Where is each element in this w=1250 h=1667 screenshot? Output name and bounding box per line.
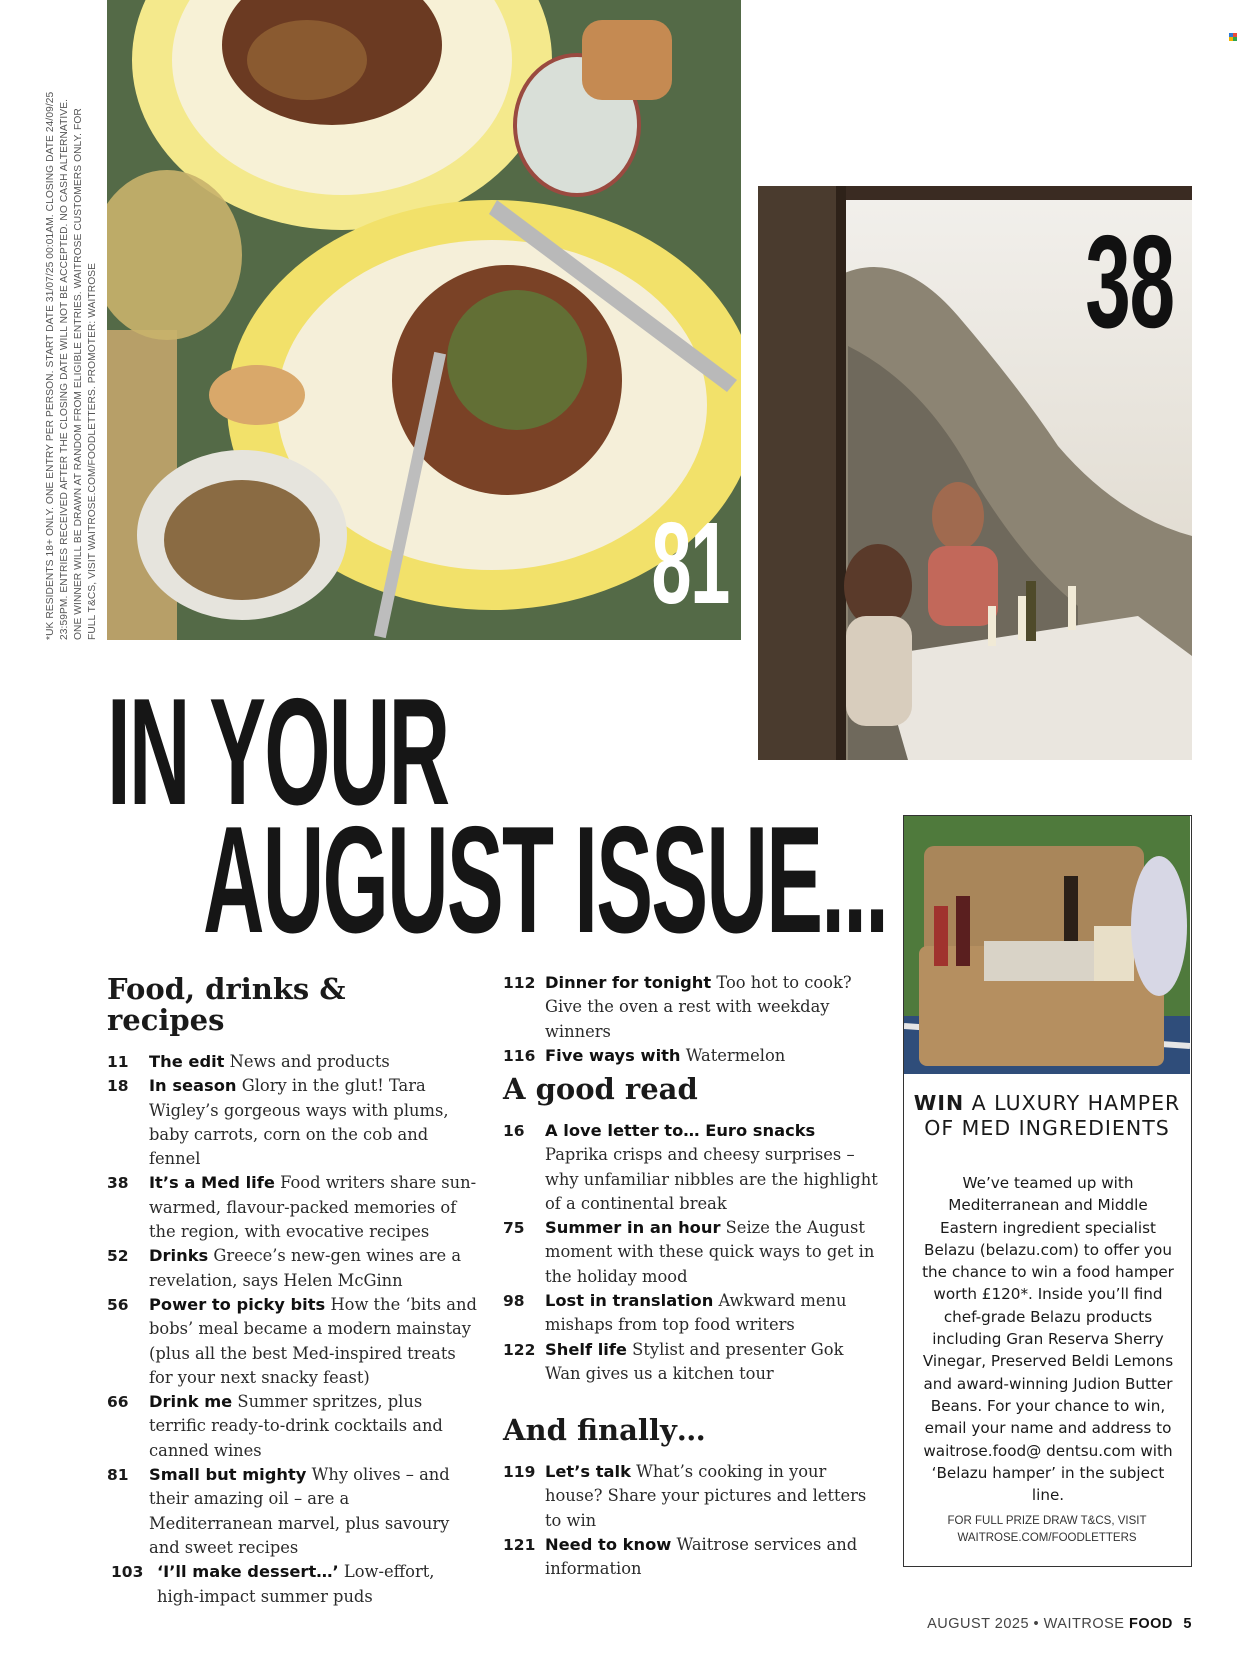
food-list — [107, 1050, 477, 1609]
entry-description: Awkward menu mishaps from top food writers — [545, 1291, 847, 1335]
competition-body: We’ve teamed up with Mediterranean and Middle Eastern ingredient specialist Belazu (belazu.com) to offer you the chance to win a food hamper worth £120*. Inside you’ll find chef-grade Belazu products including Gran Reserva Sherry Vinegar, Preserved Beldi Lemons and award-winning Judion Butter Beans. For your chance to win, email your name and address to waitrose.food@ dentsu.com with ‘Belazu hamper’ in the subject line. — [922, 1174, 1174, 1505]
entry-title: Summer in an hour — [545, 1218, 721, 1238]
entry-description: Glory in the glut! Tara Wigley’s gorgeous ways with plums, baby carrots, corn on the cob and fennel — [149, 1076, 449, 1169]
contents-entry — [503, 1533, 883, 1582]
page-number: 5 — [1183, 1616, 1192, 1632]
section-title-read: A good read — [503, 1072, 698, 1106]
contents-entry — [503, 1044, 883, 1068]
section-title-food: Food, drinks & recipes — [107, 972, 346, 1037]
entry-page-number: 66 — [107, 1393, 129, 1412]
entry-page-number: 121 — [503, 1535, 536, 1554]
read-list — [503, 1119, 883, 1386]
entry-page-number: 52 — [107, 1247, 129, 1266]
contents-entry — [503, 971, 883, 1044]
entry-title: It’s a Med life — [149, 1173, 275, 1193]
entry-description: Stylist and presenter Gok Wan gives us a kitchen tour — [545, 1339, 844, 1383]
entry-page-number: 112 — [503, 974, 536, 992]
footer-issue: AUGUST 2025 • — [927, 1616, 1040, 1632]
entry-description: Food writers share sun-warmed, flavour-packed memories of the region, with evocative recipes — [149, 1173, 477, 1242]
entry-page-number: 75 — [503, 1219, 525, 1238]
contents-entry — [503, 1338, 883, 1387]
entry-page-number: 56 — [107, 1295, 129, 1314]
contents-column-left — [107, 974, 477, 1609]
entry-title: Five ways with — [545, 1045, 681, 1065]
entry-description: Seize the August moment with these quick ways to get in the holiday mood — [545, 1218, 875, 1286]
contents-entry — [107, 1463, 477, 1560]
entry-page-number: 18 — [107, 1077, 129, 1096]
contents-entry — [107, 1390, 477, 1463]
contents-entry — [111, 1560, 477, 1609]
entry-title: The edit — [149, 1052, 225, 1071]
entry-title: A love letter to… Euro snacks — [545, 1121, 816, 1140]
food-photo — [107, 0, 741, 640]
page-ref-81: 81 — [651, 498, 729, 628]
contents-entry — [503, 1119, 883, 1216]
entry-title: Drinks — [149, 1246, 209, 1266]
page-footer — [927, 1616, 1192, 1632]
entry-description: Greece’s new-gen wines are a revelation, says Helen McGinn — [149, 1246, 462, 1290]
entry-title: Let’s talk — [545, 1462, 631, 1481]
contents-entry — [107, 1293, 477, 1390]
contents-entry — [107, 1050, 477, 1074]
terms-text: *UK RESIDENTS 18+ ONLY. ONE ENTRY PER PERSON. START DATE 31/07/25 00:01AM. CLOSING DATE 24/09/25 23:59PM. ENTRIES RECEIVED AFTER THE CLOSING DATE WILL NOT BE ACCEPTED. NO CASH ALTERNATIVE. ONE WINNER WILL BE DRAWN AT RANDOM FROM ELIGIBLE ENTRIES. WAITROSE CUSTOMERS ONLY. FOR FULL T&CS, VISIT WAITROSE.COM/FOODLETTERS. PROMOTER: WAITROSE — [45, 91, 98, 640]
entry-page-number: 98 — [503, 1292, 525, 1311]
headline-line-2: AUGUST ISSUE... — [203, 795, 888, 965]
competition-title — [904, 1091, 1190, 1141]
entry-description: What’s cooking in your house? Share your pictures and letters to win — [545, 1462, 867, 1530]
entry-description: Watermelon — [685, 1045, 786, 1065]
entry-title: Lost in translation — [545, 1291, 714, 1311]
entry-title: Shelf life — [545, 1339, 627, 1359]
entry-description: News and products — [229, 1052, 390, 1071]
finally-list — [503, 1460, 883, 1581]
contents-entry — [107, 1244, 477, 1293]
entry-title: Dinner for tonight — [545, 973, 712, 992]
coast-dinner-photo — [758, 186, 1192, 760]
entry-description: Why olives – and their amazing oil – are a Mediterranean marvel, plus savoury and sweet recipes — [149, 1465, 450, 1557]
entry-page-number: 81 — [107, 1466, 129, 1485]
headline-line-1: IN YOUR — [107, 667, 449, 837]
entry-description: Low-effort, high-impact summer puds — [157, 1562, 435, 1606]
entry-description: Too hot to cook? Give the oven a rest with weekday winners — [545, 973, 852, 1041]
entry-page-number: 38 — [107, 1174, 129, 1193]
entry-title: ‘I’ll make dessert…’ — [157, 1562, 339, 1582]
competition-box — [903, 815, 1192, 1567]
vertical-terms — [44, 90, 100, 640]
hamper-photo — [904, 816, 1190, 1074]
entry-title: In season — [149, 1076, 237, 1096]
entry-description: How the ‘bits and bobs’ meal became a modern mainstay (plus all the best Med-inspired treats for your next snacky feast) — [149, 1294, 477, 1387]
entry-page-number: 103 — [111, 1563, 144, 1582]
entry-description: Summer spritzes, plus terrific ready-to-drink cocktails and canned wines — [149, 1392, 443, 1460]
food-list-continued — [503, 971, 883, 1068]
entry-page-number: 16 — [503, 1122, 525, 1140]
competition-terms: FOR FULL PRIZE DRAW T&CS, VISIT WAITROSE.COM/FOODLETTERS — [947, 1515, 1147, 1544]
entry-title: Need to know — [545, 1534, 672, 1554]
entry-description: Waitrose services and information — [545, 1534, 858, 1579]
competition-title-rest: A LUXURY HAMPER OF MED INGREDIENTS — [924, 1091, 1181, 1140]
contents-entry — [503, 1460, 883, 1533]
entry-title: Small but mighty — [149, 1465, 307, 1485]
entry-title: Drink me — [149, 1392, 233, 1412]
win-word: WIN — [913, 1091, 965, 1115]
footer-food: FOOD — [1129, 1616, 1173, 1632]
footer-brand: WAITROSE — [1043, 1616, 1125, 1632]
entry-description: Paprika crisps and cheesy surprises – why unfamiliar nibbles are the highlight of a continental break — [545, 1145, 878, 1213]
section-title-finally: And finally… — [503, 1413, 706, 1447]
entry-page-number: 11 — [107, 1053, 129, 1071]
contents-entry — [503, 1216, 883, 1289]
entry-page-number: 119 — [503, 1463, 536, 1481]
contents-entry — [503, 1289, 883, 1338]
entry-page-number: 122 — [503, 1340, 536, 1359]
entry-page-number: 116 — [503, 1046, 536, 1065]
contents-entry — [107, 1171, 477, 1244]
corner-logo-icon — [1229, 33, 1237, 41]
contents-entry — [107, 1074, 477, 1171]
page-ref-38: 38 — [1085, 208, 1174, 355]
entry-title: Power to picky bits — [149, 1294, 326, 1314]
